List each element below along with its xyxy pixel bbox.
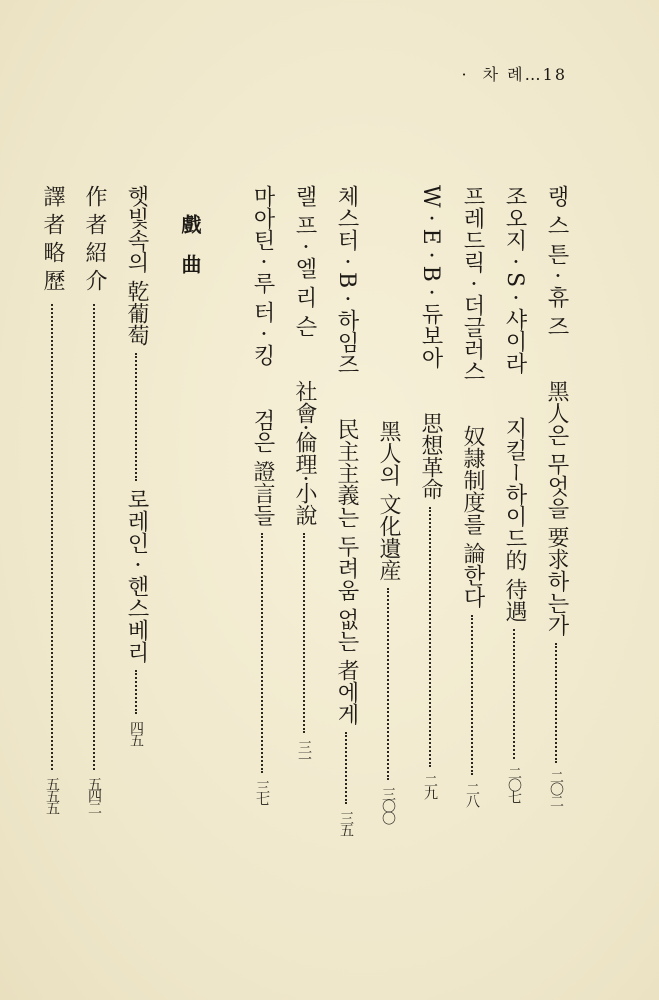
toc-entry-title: 검은 證言들: [250, 408, 275, 526]
dot-leader: [513, 629, 515, 759]
toc-entry: [541, 185, 571, 806]
toc-entry: [79, 185, 109, 813]
dot-leader: [51, 304, 53, 770]
toc-entry-playwright: 로레인 · 핸스베리: [124, 488, 149, 663]
toc-entry: [457, 185, 487, 806]
toc-entry-page: 四五: [128, 720, 144, 745]
toc-entry: [247, 185, 277, 804]
toc-entry-page: 三一: [296, 739, 312, 764]
toc-entry-author: 체스터 · B · 하임즈: [334, 185, 359, 376]
toc-entry: [331, 185, 361, 835]
toc-entry-title: 作者紹介: [82, 185, 107, 297]
toc-entry-play-title: 햇빛속의 乾葡萄: [124, 185, 149, 346]
dot-leader: [261, 533, 263, 773]
running-head-dot: ·: [461, 65, 469, 84]
running-head-page: …18: [524, 65, 567, 84]
toc-entry-title: 社會·倫理·小說: [292, 379, 317, 526]
dot-leader: [135, 353, 137, 481]
toc-entry-author: 조오지 · S · 샤이라: [502, 185, 527, 375]
toc-entry-page: 三七: [254, 779, 270, 804]
toc-entry: [37, 185, 67, 813]
toc-entry-author: 프레드릭 · 더글러스: [460, 185, 485, 382]
dot-leader: [93, 304, 95, 770]
toc-entry-author: 랭 스 튼 · 휴 즈: [544, 185, 569, 337]
toc-entry-page: 三五: [338, 811, 354, 836]
toc-entry-title: 譯者略歷: [40, 185, 65, 297]
dot-leader: [471, 615, 473, 775]
dot-leader: [345, 732, 347, 804]
toc-entry-page: 三〇〇: [380, 787, 396, 823]
dot-leader: [135, 670, 137, 714]
dot-leader: [303, 533, 305, 733]
toc-entry: [499, 185, 529, 802]
dot-leader: [429, 507, 431, 767]
toc-entry-page: 二九: [422, 773, 438, 798]
toc-entry-page: 五五五: [44, 777, 60, 813]
toc-entry: [121, 185, 151, 745]
dot-leader: [555, 643, 557, 763]
toc-entry-page: 五四二: [86, 777, 102, 813]
toc-entry-title: 黑人은 무엇을 要求하는가: [544, 379, 569, 636]
toc-entry-author: 마아틴 · 루 터 · 킹: [250, 185, 275, 366]
toc-entry-title: 思想革命: [418, 411, 443, 500]
toc-entry-page: 二〇七: [506, 766, 522, 803]
running-head: [462, 62, 567, 85]
toc-entry: [415, 185, 445, 798]
toc-entry: [373, 420, 403, 823]
toc-entry-title: 民主主義는 두려움 없는 者에게: [334, 418, 359, 726]
toc-entry-title: 奴隷制度를 論한다: [460, 424, 485, 608]
toc-entry-page: 二八: [464, 781, 480, 806]
dot-leader: [387, 588, 389, 780]
section-label: 戲曲: [178, 214, 202, 294]
running-head-title: 차 례: [482, 65, 525, 84]
toc-entry-author: 랠 프 · 엘 리 슨: [292, 185, 317, 337]
toc-entry-author: W · E · B · 듀보아: [418, 185, 443, 369]
toc-entry-page: 二〇二: [548, 769, 564, 806]
toc-entry-title: 지킬ー하이드的 待遇: [502, 417, 527, 623]
toc-entry: [289, 185, 319, 764]
toc-entry-title: 黑人의 文化遺産: [376, 420, 401, 581]
